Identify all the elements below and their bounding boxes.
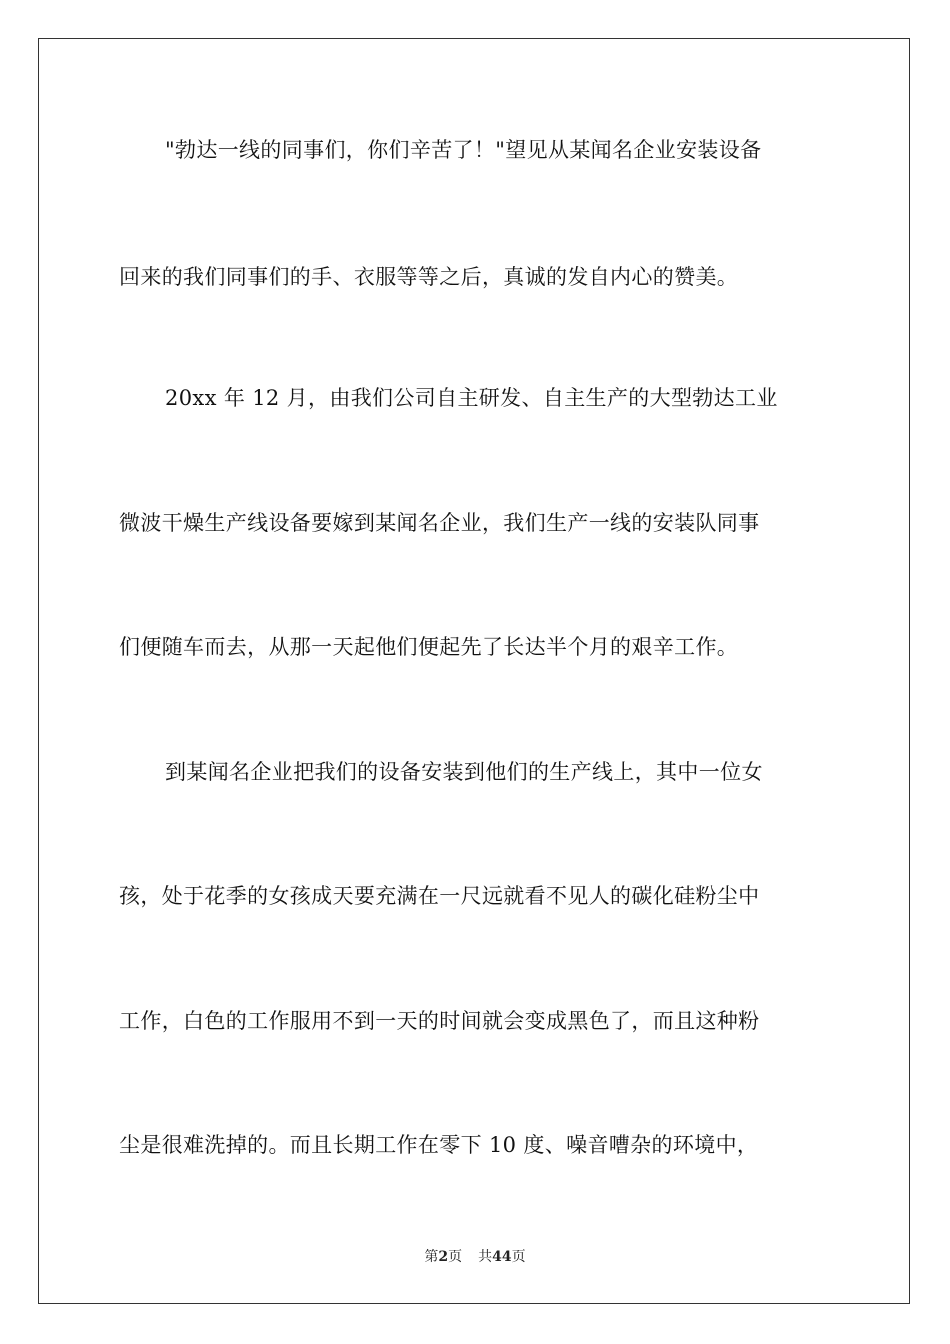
footer-total-prefix: 共	[478, 1249, 493, 1265]
text-line-8: 工作，白色的工作服用不到一天的时间就会变成黑色了，而且这种粉	[119, 1009, 760, 1033]
text-line-5: 们便随车而去，从那一天起他们便起先了长达半个月的艰辛工作。	[119, 635, 739, 659]
text-line-3: 20xx 年 12 月，由我们公司自主研发、自主生产的大型勃达工业	[165, 386, 778, 410]
text-line-2: 回来的我们同事们的手、衣服等等之后，真诚的发自内心的赞美。	[119, 265, 739, 289]
text-line-9: 尘是很难洗掉的。而且长期工作在零下 10 度、噪音嘈杂的环境中，	[119, 1133, 759, 1157]
page-footer	[0, 1247, 950, 1267]
footer-page-number: 2	[438, 1249, 449, 1265]
page-border	[38, 38, 910, 1304]
footer-page-suffix: 页	[448, 1249, 463, 1265]
footer-total-suffix: 页	[511, 1249, 526, 1265]
text-line-4: 微波干燥生产线设备要嫁到某闻名企业，我们生产一线的安装队同事	[119, 511, 760, 535]
footer-page-prefix: 第	[424, 1249, 439, 1265]
text-line-7: 孩，处于花季的女孩成天要充满在一尺远就看不见人的碳化硅粉尘中	[119, 884, 760, 908]
footer-total-pages: 44	[492, 1249, 512, 1265]
text-line-6: 到某闻名企业把我们的设备安装到他们的生产线上，其中一位女	[165, 760, 763, 784]
text-line-1: "勃达一线的同事们，你们辛苦了！"望见从某闻名企业安装设备	[165, 138, 762, 162]
